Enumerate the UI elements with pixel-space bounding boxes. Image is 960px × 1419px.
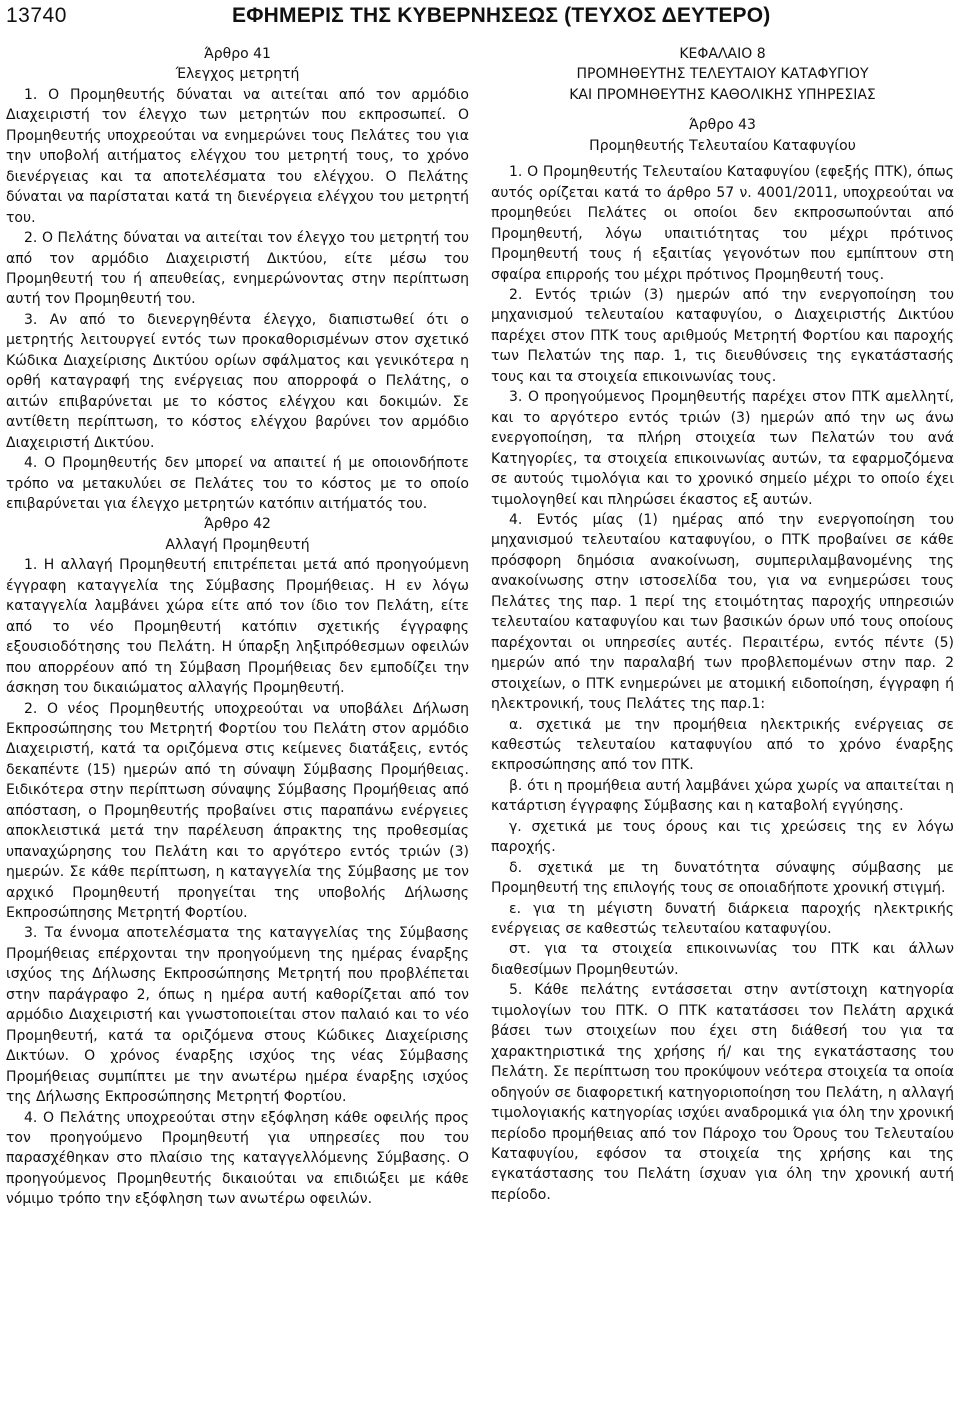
article-42-title: Αλλαγή Προμηθευτή [165,536,310,553]
right-column [491,44,954,1205]
article-42 [6,514,469,1209]
left-column [6,44,469,1210]
article-41-para-2: 2. Ο Πελάτης δύναται να αιτείται τον έλεγχο του μετρητή του από τον αρμόδιο Διαχειριστή Δικτύου, είτε μέσω του Προμηθευτή του ή απευθείας, ενημερώνοντας στην περίπτωση αυτή τον Προμηθευτή του. [6,230,469,308]
chapter-number: ΚΕΦΑΛΑΙΟ 8 [679,46,766,62]
article-42-number: Άρθρο 42 [204,516,271,533]
article-43-item-b: β. ότι η προμήθεια αυτή λαμβάνει χώρα χωρίς να απαιτείται η κατάρτιση έγγραφης Σύμβασης και η καταβολή εγγύησης. [491,777,954,815]
article-43-title: Προμηθευτής Τελευταίου Καταφυγίου [589,137,856,154]
article-43 [491,115,954,1205]
chapter-title-line-1: ΠΡΟΜΗΘΕΥΤΗΣ ΤΕΛΕΥΤΑΙΟΥ ΚΑΤΑΦΥΓΙΟΥ [576,66,869,83]
article-42-para-2: 2. Ο νέος Προμηθευτής υποχρεούται να υποβάλει Δήλωση Εκπροσώπησης του Μετρητή Φορτίου του Πελάτη στον αρμόδιο Διαχειριστή, κατά τα οριζόμενα στις κείμενες διατάξεις, εντός δεκαπέντε (15) ημερών από τη σύναψη Σύμβασης Προμήθειας. Ειδικότερα στην περίπτωση σύναψης Σύμβασης Προμήθειας από απόσταση, ο Προμηθευτής προβαίνει στις παραπάνω ενέργειες αποκλειστικά μετά την παρέλευση άπρακτης της προθεσμίας υπαναχώρησης του Πελάτη και το αργότερο εντός τριών (3) ημερών. Σε κάθε περίπτωση, η καταγγελία της Σύμβασης με τον αρχικό Προμηθευτή προηγείται της υποβολής Δήλωσης Εκπροσώπησης Μετρητή Φορτίου. [6,700,469,922]
article-43-item-a: α. σχετικά με την προμήθεια ηλεκτρικής ενέργειας σε καθεστώς τελευταίου καταφυγίου από το χρόνο έναρξης εκπροσώπησης από τον ΠΤΚ. [491,716,954,774]
article-41-title: Έλεγχος μετρητή [175,66,300,83]
article-43-item-c: γ. σχετικά με τους όρους και τις χρεώσεις της εν λόγω παροχής. [491,818,954,856]
article-43-item-e: ε. για τη μέγιστη δυνατή διάρκεια παροχής ηλεκτρικής ενέργειας σε καθεστώς τελευταίου καταφυγίου. [491,900,954,938]
article-43-para-1: 1. Ο Προμηθευτής Τελευταίου Καταφυγίου (εφεξής ΠΤΚ), όπως αυτός ορίζεται κατά το άρθρο 57 ν. 4001/2011, υποχρεούται να προμηθεύει Πελάτες οι οποίοι δεν εκπροσωπούνται από Προμηθευτή, λόγω υπαιτιότητας του μέχρι πρότινος Προμηθευτή τους ή εξαιτίας γεγονότων που εμπίπτουν στη σφαίρα επιρροής του μέχρι πρότινος Προμηθευτή τους. [491,164,954,283]
article-43-item-st: στ. για τα στοιχεία επικοινωνίας του ΠΤΚ και άλλων διαθεσίμων Προμηθευτών. [491,941,954,978]
article-41-para-1: 1. Ο Προμηθευτής δύναται να αιτείται από τον αρμόδιο Διαχειριστή τον έλεγχο των μετρητών που εκπροσωπεί. Ο Προμηθευτής υποχρεούται να ενημερώνει τους Πελάτες του για την υποβολή αιτήματος ελέγχου του μετρητή τους, το χρόνο διενέργειας και τα αποτελέσματα του ελέγχου. Ο Πελάτης δύναται να παρίσταται κατά τη διενέργεια ελέγχου του μετρητή του. [6,86,469,226]
article-43-para-4: 4. Εντός μίας (1) ημέρας από την ενεργοποίηση του μηχανισμού τελευταίου καταφυγίου, ο ΠΤΚ προβαίνει σε κάθε πρόσφορη δημόσια ανακοίνωση, συμπεριλαμβανομένης της ανακοίνωσης στην ιστοσελίδα του, για να ενημερώσει τους Πελάτες της παρ. 1 περί της ετοιμότητας παροχής υπηρεσιών τελευταίου καταφυγίου και των βασικών όρων υπό τους οποίους παρέχονται οι υπηρεσίες αυτές. Περαιτέρω, εντός πέντε (5) ημερών από την παραλαβή των προβλεπομένων στην παρ. 2 στοιχείων, ο ΠΤΚ ενημερώνει με ατομική ειδοποίηση, έγγραφη ή ηλεκτρονική, τους Πελάτες της παρ.1: [491,511,954,713]
article-42-para-1: 1. Η αλλαγή Προμηθευτή επιτρέπεται μετά από προηγούμενη έγγραφη καταγγελία της Σύμβασης Προμήθειας. Η εν λόγω καταγγελία λαμβάνει χώρα είτε από τον ίδιο τον Πελάτη, είτε από το νέο Προμηθευτή κατόπιν σχετικής έγγραφης εξουσιοδότησης του Πελάτη. Η ύπαρξη ληξιπρόθεσμων οφειλών που απορρέουν από τη Σύμβαση Προμήθειας δεν εμποδίζει την άσκηση του δικαιώματος αλλαγής Προμηθευτή. [6,557,469,697]
article-42-para-3: 3. Τα έννομα αποτελέσματα της καταγγελίας της Σύμβασης Προμήθειας επέρχονται την προηγούμενη της ημέρας έναρξης ισχύος της Δήλωσης Εκπροσώπησης Μετρητή που προβλέπεται στην παράγραφο 2, όπως η ημέρα αυτή καθορίζεται από τον αρμόδιο Διαχειριστή και γνωστοποιείται στον παλαιό και το νέο Προμηθευτή, κατά τα οριζόμενα στους Κώδικες Διαχείρισης Δικτύων. Ο χρόνος έναρξης ισχύος της νέας Σύμβασης Προμήθειας συμπίπτει με την ανωτέρω ημέρα έναρξης ισχύος της Δήλωσης Εκπροσώπησης Μετρητή Φορτίου. [6,925,469,1106]
article-43-para-3: 3. Ο προηγούμενος Προμηθευτής παρέχει στον ΠΤΚ αμελλητί, και το αργότερο εντός τριών (3) ημερών από την ως άνω ενεργοποίηση, τα πλήρη στοιχεία των Πελατών του ανά Κατηγορίες, τα στοιχεία επικοινωνίας αυτών, τα εφαρμοζόμενα σε αυτούς τιμολόγια και το χρονικό σημείο μέχρι το οποίο έχει τιμολογηθεί και πληρώσει έκαστος εξ αυτών. [491,389,954,508]
article-41 [6,44,469,514]
article-41-para-4: 4. Ο Προμηθευτής δεν μπορεί να απαιτεί ή με οποιονδήποτε τρόπο να μετακυλύει σε Πελάτες του το κόστος με το οποίο επιβαρύνεται για έλεγχο μετρητών κατόπιν αιτήματός του. [6,455,469,512]
article-41-number: Άρθρο 41 [204,46,271,62]
page-number: 13740 [6,4,67,27]
chapter-8 [491,44,954,105]
article-43-number: Άρθρο 43 [689,117,756,134]
article-43-item-d: δ. σχετικά με τη δυνατότητα σύναψης σύμβασης με Προμηθευτή της επιλογής τους σε οποιαδήποτε χρονική στιγμή. [491,859,954,897]
page-header [0,0,960,38]
article-42-para-4: 4. Ο Πελάτης υποχρεούται στην εξόφληση κάθε οφειλής προς τον προηγούμενο Προμηθευτή για υπηρεσίες που του παρασχέθηκαν στο πλαίσιο της καταγγελλόμενης Σύμβασης. Ο προηγούμενος Προμηθευτής δικαιούται να επιδιώξει με κάθε νόμιμο τρόπο την εξόφληση των ανωτέρω οφειλών. [6,1109,469,1208]
article-43-para-2: 2. Εντός τριών (3) ημερών από την ενεργοποίηση του μηχανισμού τελευταίου καταφυγίου, ο Διαχειριστής Δικτύου παρέχει στον ΠΤΚ τους αριθμούς Μετρητή Φορτίου και παροχής των Πελατών της παρ. 1, τις διευθύνσεις της εγκατάστασής τους και τα στοιχεία επικοινωνίας τους. [491,286,954,385]
journal-title: ΕΦΗΜΕΡΙΣ ΤΗΣ ΚΥΒΕΡΝΗΣΕΩΣ (ΤΕΥΧΟΣ ΔΕΥΤΕΡΟ) [232,4,771,27]
article-43-para-5: 5. Κάθε πελάτης εντάσσεται στην αντίστοιχη κατηγορία τιμολογίων του ΠΤΚ. Ο ΠΤΚ κατατάσσει τον Πελάτη αρχικά βάσει των στοιχείων που έχει στη διάθεσή του για τα χαρακτηριστικά της χρήσης ή/ και της εγκατάστασης του Πελάτη. Σε περίπτωση του προκύψουν νεότερα στοιχεία τα οποία οδηγούν σε διαφορετική κατηγοριοποίηση του Πελάτη, η αλλαγή τιμολογιακής κατηγορίας ισχύει αναδρομικά για όλη την χρονική περίοδο προμήθειας από τον Πάροχο του Όρους του Τελευταίου Καταφυγίου, εφόσον τα στοιχεία της χρήσης και της εγκατάστασης του Πελάτη ίσχυαν για όλη την χρονική αυτή περίοδο. [491,982,954,1203]
chapter-title-line-2: ΚΑΙ ΠΡΟΜΗΘΕΥΤΗΣ ΚΑΘΟΛΙΚΗΣ ΥΠΗΡΕΣΙΑΣ [569,86,876,103]
article-41-para-3: 3. Αν από το διενεργηθέντα έλεγχο, διαπιστωθεί ότι ο μετρητής λειτουργεί εντός των προκαθορισμένων στον σχετικό Κώδικα Διαχείρισης Δικτύου ορίων σφάλματος και γενικότερα η ορθή καταγραφή της ενέργειας που απορροφά ο Πελάτης, ο αιτών επιβαρύνεται με το κόστος ελέγχου και δοκιμών. Σε αντίθετη περίπτωση, το κόστος ελέγχου βαρύνει τον αρμόδιο Διαχειριστή Δικτύου. [6,311,469,451]
